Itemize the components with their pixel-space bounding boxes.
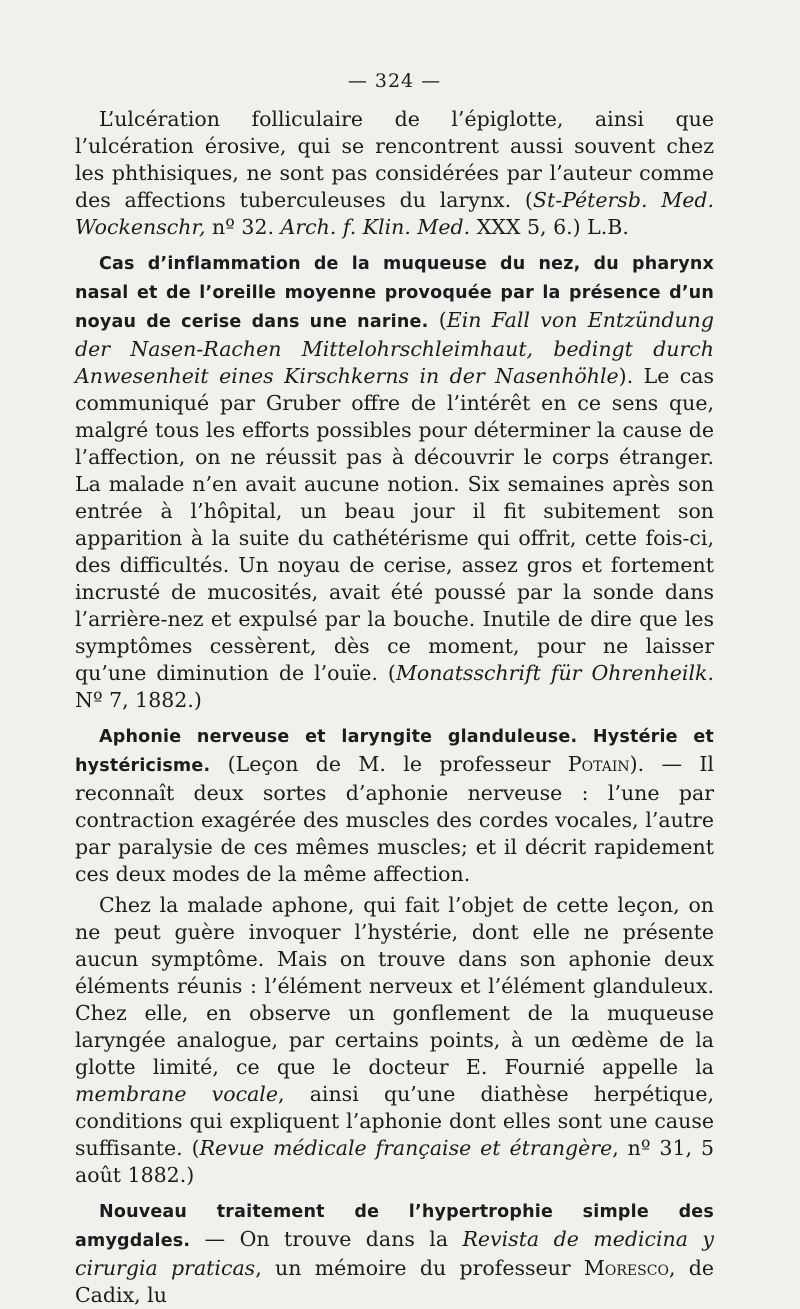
author-name: Potain bbox=[567, 752, 630, 776]
paragraph-text: , ainsi qu’une diathèse herpétique, conditions qui expliquent l’aphonie dont elles sont une cause suffisante. ( bbox=[75, 1082, 714, 1160]
citation: membrane vocale bbox=[75, 1082, 278, 1106]
paragraph-text: ). — Il reconnaît deux sortes d’aphonie nerveuse : l’une par contraction exagérée des muscles des cordes vocales, l’autre par paralysie de ces mêmes muscles; et il décrit rapidement ces deux modes de la même affection. bbox=[75, 752, 714, 886]
page-number: — 324 — bbox=[347, 70, 442, 92]
paragraph-text: nº 32. bbox=[205, 215, 281, 239]
paragraph-epiglottis bbox=[75, 106, 714, 241]
paragraph-text: XXX 5, 6.) L.B. bbox=[470, 215, 629, 239]
article-cerise bbox=[75, 249, 714, 714]
paragraph-text: Nº 7, 1882.) bbox=[75, 688, 202, 712]
citation: Revue médicale française et étrangère bbox=[199, 1136, 613, 1160]
article-heading: Cas d’inflammation de la muqueuse du nez, du pharynx nasal et de l’oreille moyenne provoquée par la présence d’un noyau de cerise dans une narine. bbox=[75, 254, 714, 332]
citation: Ein Fall von Entzündung der Nasen-Rachen Mittelohrschleimhaut, bedingt durch Anwesenheit eines Kirschkerns in der Nasenhöhle bbox=[75, 308, 714, 388]
citation: St-Pétersb. Med. Wockenschr, bbox=[75, 188, 714, 239]
paragraph-text: , de Cadix, lu bbox=[75, 1256, 715, 1307]
paragraph-text: — On trouve dans la bbox=[190, 1227, 463, 1251]
article-heading: Nouveau traitement de l’hypertrophie simple des amygdales. bbox=[75, 1202, 714, 1251]
author-name: Moresco bbox=[583, 1256, 669, 1280]
paragraph-text: ( bbox=[428, 308, 447, 332]
paragraph-text: L’ulcération folliculaire de l’épiglotte, ainsi que l’ulcération érosive, qui se rencontrent aussi souvent chez les phthisiques, ne sont pas considérées par l’auteur comme des affections tuberculeuses du larynx. ( bbox=[75, 107, 714, 212]
article-aphonie bbox=[75, 722, 714, 888]
article-heading: Aphonie nerveuse et laryngite glanduleuse. Hystérie et hystéricisme. bbox=[75, 727, 714, 776]
paragraph-text: , un mémoire du professeur bbox=[255, 1256, 584, 1280]
citation: Arch. f. Klin. Med. bbox=[280, 215, 471, 239]
citation: Monatsschrift für Ohrenheilk. bbox=[395, 661, 714, 685]
citation: Revista de medicina y cirurgia praticas bbox=[75, 1227, 714, 1280]
paragraph-text: Chez la malade aphone, qui fait l’objet de cette leçon, on ne peut guère invoquer l’hystérie, dont elle ne présente aucun symptôme. Mais on trouve dans son aphonie deux éléments réunis : l’élément nerveux et l’élément glanduleux. Chez elle, en observe un gonflement de la muqueuse laryngée analogue, par certains points, à un œdème de la glotte limité, ce que le docteur E. Fournié appelle la bbox=[75, 893, 714, 1079]
article-amygdales bbox=[75, 1197, 714, 1309]
paragraph-text: (Leçon de M. le professeur bbox=[210, 752, 568, 776]
paragraph-text: , nº 31, 5 août 1882.) bbox=[75, 1136, 714, 1187]
paragraph-aphone bbox=[75, 892, 714, 1189]
paragraph-text: ). Le cas communiqué par Gruber offre de l’intérêt en ce sens que, malgré tous les efforts possibles pour déterminer la cause de l’affection, on ne réussit pas à découvrir le corps étranger. La malade n’en avait aucune notion. Six semaines après son entrée à l’hôpital, un beau jour il fit subitement son apparition à la suite du cathétérisme qui offrit, cette fois-ci, des difficultés. Un noyau de cerise, assez gros et fortement incrusté de mucosités, avait été poussé par la sonde dans l’arrière-nez et expulsé par la bouche. Inutile de dire que les symptômes cessèrent, dès ce moment, pour ne laisser qu’une diminution de l’ouïe. ( bbox=[75, 364, 715, 685]
